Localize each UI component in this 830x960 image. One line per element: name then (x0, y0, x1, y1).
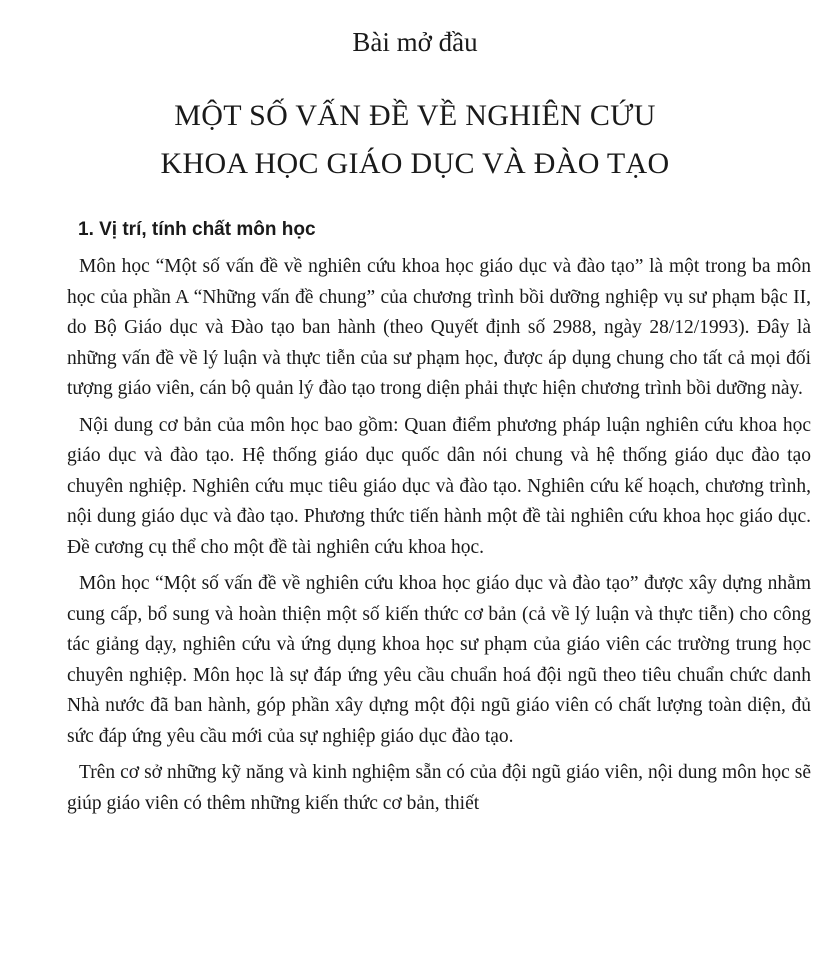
body-text (67, 252, 811, 825)
chapter-title-line-1: MỘT SỐ VẤN ĐỀ VỀ NGHIÊN CỨU (174, 99, 656, 132)
chapter-title-line-2: KHOA HỌC GIÁO DỤC VÀ ĐÀO TẠO (160, 147, 670, 180)
paragraph-2: Nội dung cơ bản của môn học bao gồm: Quan điểm phương pháp luận nghiên cứu khoa học giáo dục và đào tạo. Hệ thống giáo dục quốc dân nói chung và hệ thống giáo dục đào tạo chuyên nghiệp. Nghiên cứu mục tiêu giáo dục và đào tạo. Nghiên cứu kế hoạch, chương trình, nội dung giáo dục và đào tạo. Phương thức tiến hành một đề tài nghiên cứu khoa học giáo dục. Đề cương cụ thể cho một đề tài nghiên cứu khoa học. (67, 414, 811, 558)
intro-label: Bài mở đầu (352, 27, 478, 57)
paragraph-3: Môn học “Một số vấn đề về nghiên cứu khoa học giáo dục và đào tạo” được xây dựng nhằm cung cấp, bổ sung và hoàn thiện một số kiến thức cơ bản (cả về lý luận và thực tiễn) cho công tác giảng dạy, nghiên cứu và ứng dụng khoa học sư phạm của giáo viên các trường trung học chuyên nghiệp. Môn học là sự đáp ứng yêu cầu chuẩn hoá đội ngũ theo tiêu chuẩn chức danh Nhà nước đã ban hành, góp phần xây dựng một đội ngũ giáo viên có chất lượng toàn diện, đủ sức đáp ứng yêu cầu mới của sự nghiệp giáo dục đào tạo. (67, 573, 811, 747)
paragraph-4: Trên cơ sở những kỹ năng và kinh nghiệm sẵn có của đội ngũ giáo viên, nội dung môn học sẽ giúp giáo viên có thêm những kiến thức cơ bản, thiết (67, 762, 811, 814)
section-heading: 1. Vị trí, tính chất môn học (78, 219, 316, 240)
paragraph-1: Môn học “Một số vấn đề về nghiên cứu khoa học giáo dục và đào tạo” là một trong ba môn học của phần A “Những vấn đề chung” của chương trình bồi dưỡng nghiệp vụ sư phạm bậc II, do Bộ Giáo dục và Đào tạo ban hành (theo Quyết định số 2988, ngày 28/12/1993). Đây là những vấn đề về lý luận và thực tiễn của sư phạm học, được áp dụng chung cho tất cả mọi đối tượng giáo viên, cán bộ quản lý đào tạo trong diện phải thực hiện chương trình bồi dưỡng này. (67, 256, 811, 399)
chapter-title (0, 92, 830, 188)
